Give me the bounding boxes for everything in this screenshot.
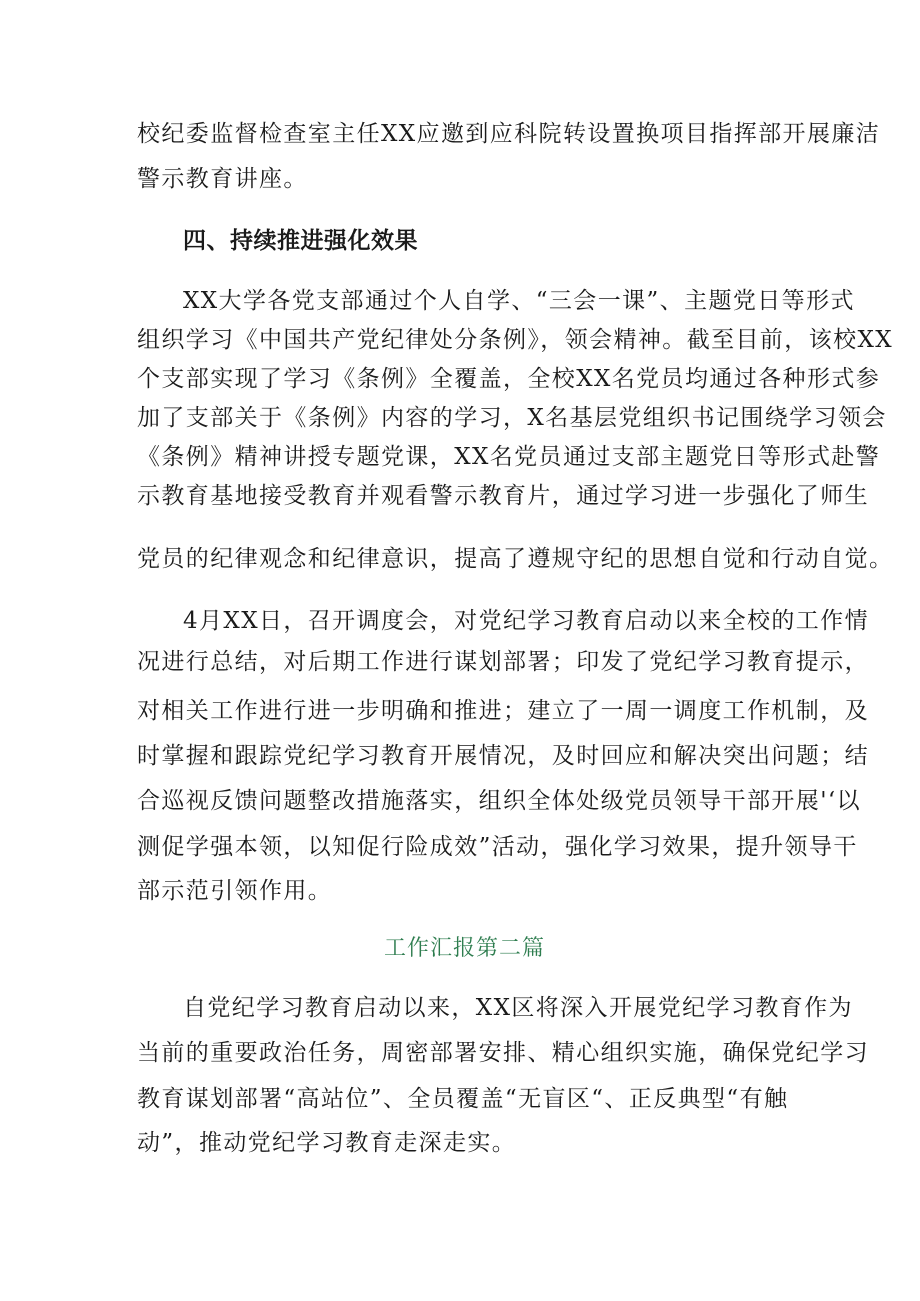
study-line-4: 加了支部关于《条例》内容的学习，X名基层党组织书记围绕学习领会: [137, 405, 887, 431]
meeting-line-6: 测促学强本领，以知促行险成效”活动，强化学习效果，提升领导干: [137, 834, 858, 860]
district-line-4: 动”，推动党纪学习教育走深走实。: [137, 1130, 517, 1156]
study-line-7: 党员的纪律观念和纪律意识，提高了遵规守纪的思想自觉和行动自觉。: [137, 546, 894, 572]
meeting-line-1: 4月XX日，召开调度会，对党纪学习教育启动以来全校的工作情: [183, 608, 869, 634]
study-line-3: 个支部实现了学习《条例》全覆盖，全校XX名党员均通过各种形式参: [137, 366, 881, 392]
intro-line-1: 校纪委监督检查室主任XX应邀到应科院转设置换项目指挥部开展廉洁: [137, 121, 881, 147]
district-line-1: 自党纪学习教育启动以来，XX区将深入开展党纪学习教育作为: [183, 995, 853, 1021]
study-line-1: XX大学各党支部通过个人自学、“三会一课”、主题党日等形式: [183, 288, 855, 314]
district-line-2: 当前的重要政治任务，周密部署安排、精心组织实施，确保党纪学习: [137, 1040, 869, 1066]
section-two-title: 工作汇报第二篇: [384, 936, 546, 961]
meeting-line-5: 合巡视反馈问题整改措施落实，组织全体处级党员领导干部开展'‘以: [137, 788, 862, 814]
intro-line-2: 警示教育讲座。: [137, 166, 308, 192]
study-line-2: 组织学习《中国共产党纪律处分条例》，领会精神。截至目前，该校XX: [137, 327, 894, 353]
meeting-line-7: 部示范引领作用。: [137, 878, 333, 904]
heading-section-four: 四、持续推进强化效果: [183, 228, 418, 254]
study-line-6: 示教育基地接受教育并观看警示教育片，通过学习进一步强化了师生: [137, 483, 869, 509]
meeting-line-2: 况进行总结，对后期工作进行谋划部署；印发了党纪学习教育提示，: [137, 649, 869, 675]
meeting-line-4: 时掌握和跟踪党纪学习教育开展情况，及时回应和解决突出问题；结: [137, 743, 869, 769]
meeting-line-3: 对相关工作进行进一步明确和推进；建立了一周一调度工作机制，及: [137, 698, 869, 724]
district-line-3: 教育谋划部署“高站位”、全员覆盖“无盲区“、正反典型“有触: [137, 1086, 789, 1112]
study-line-5: 《条例》精神讲授专题党课，XX名党员通过支部主题党日等形式赴警: [137, 444, 881, 470]
